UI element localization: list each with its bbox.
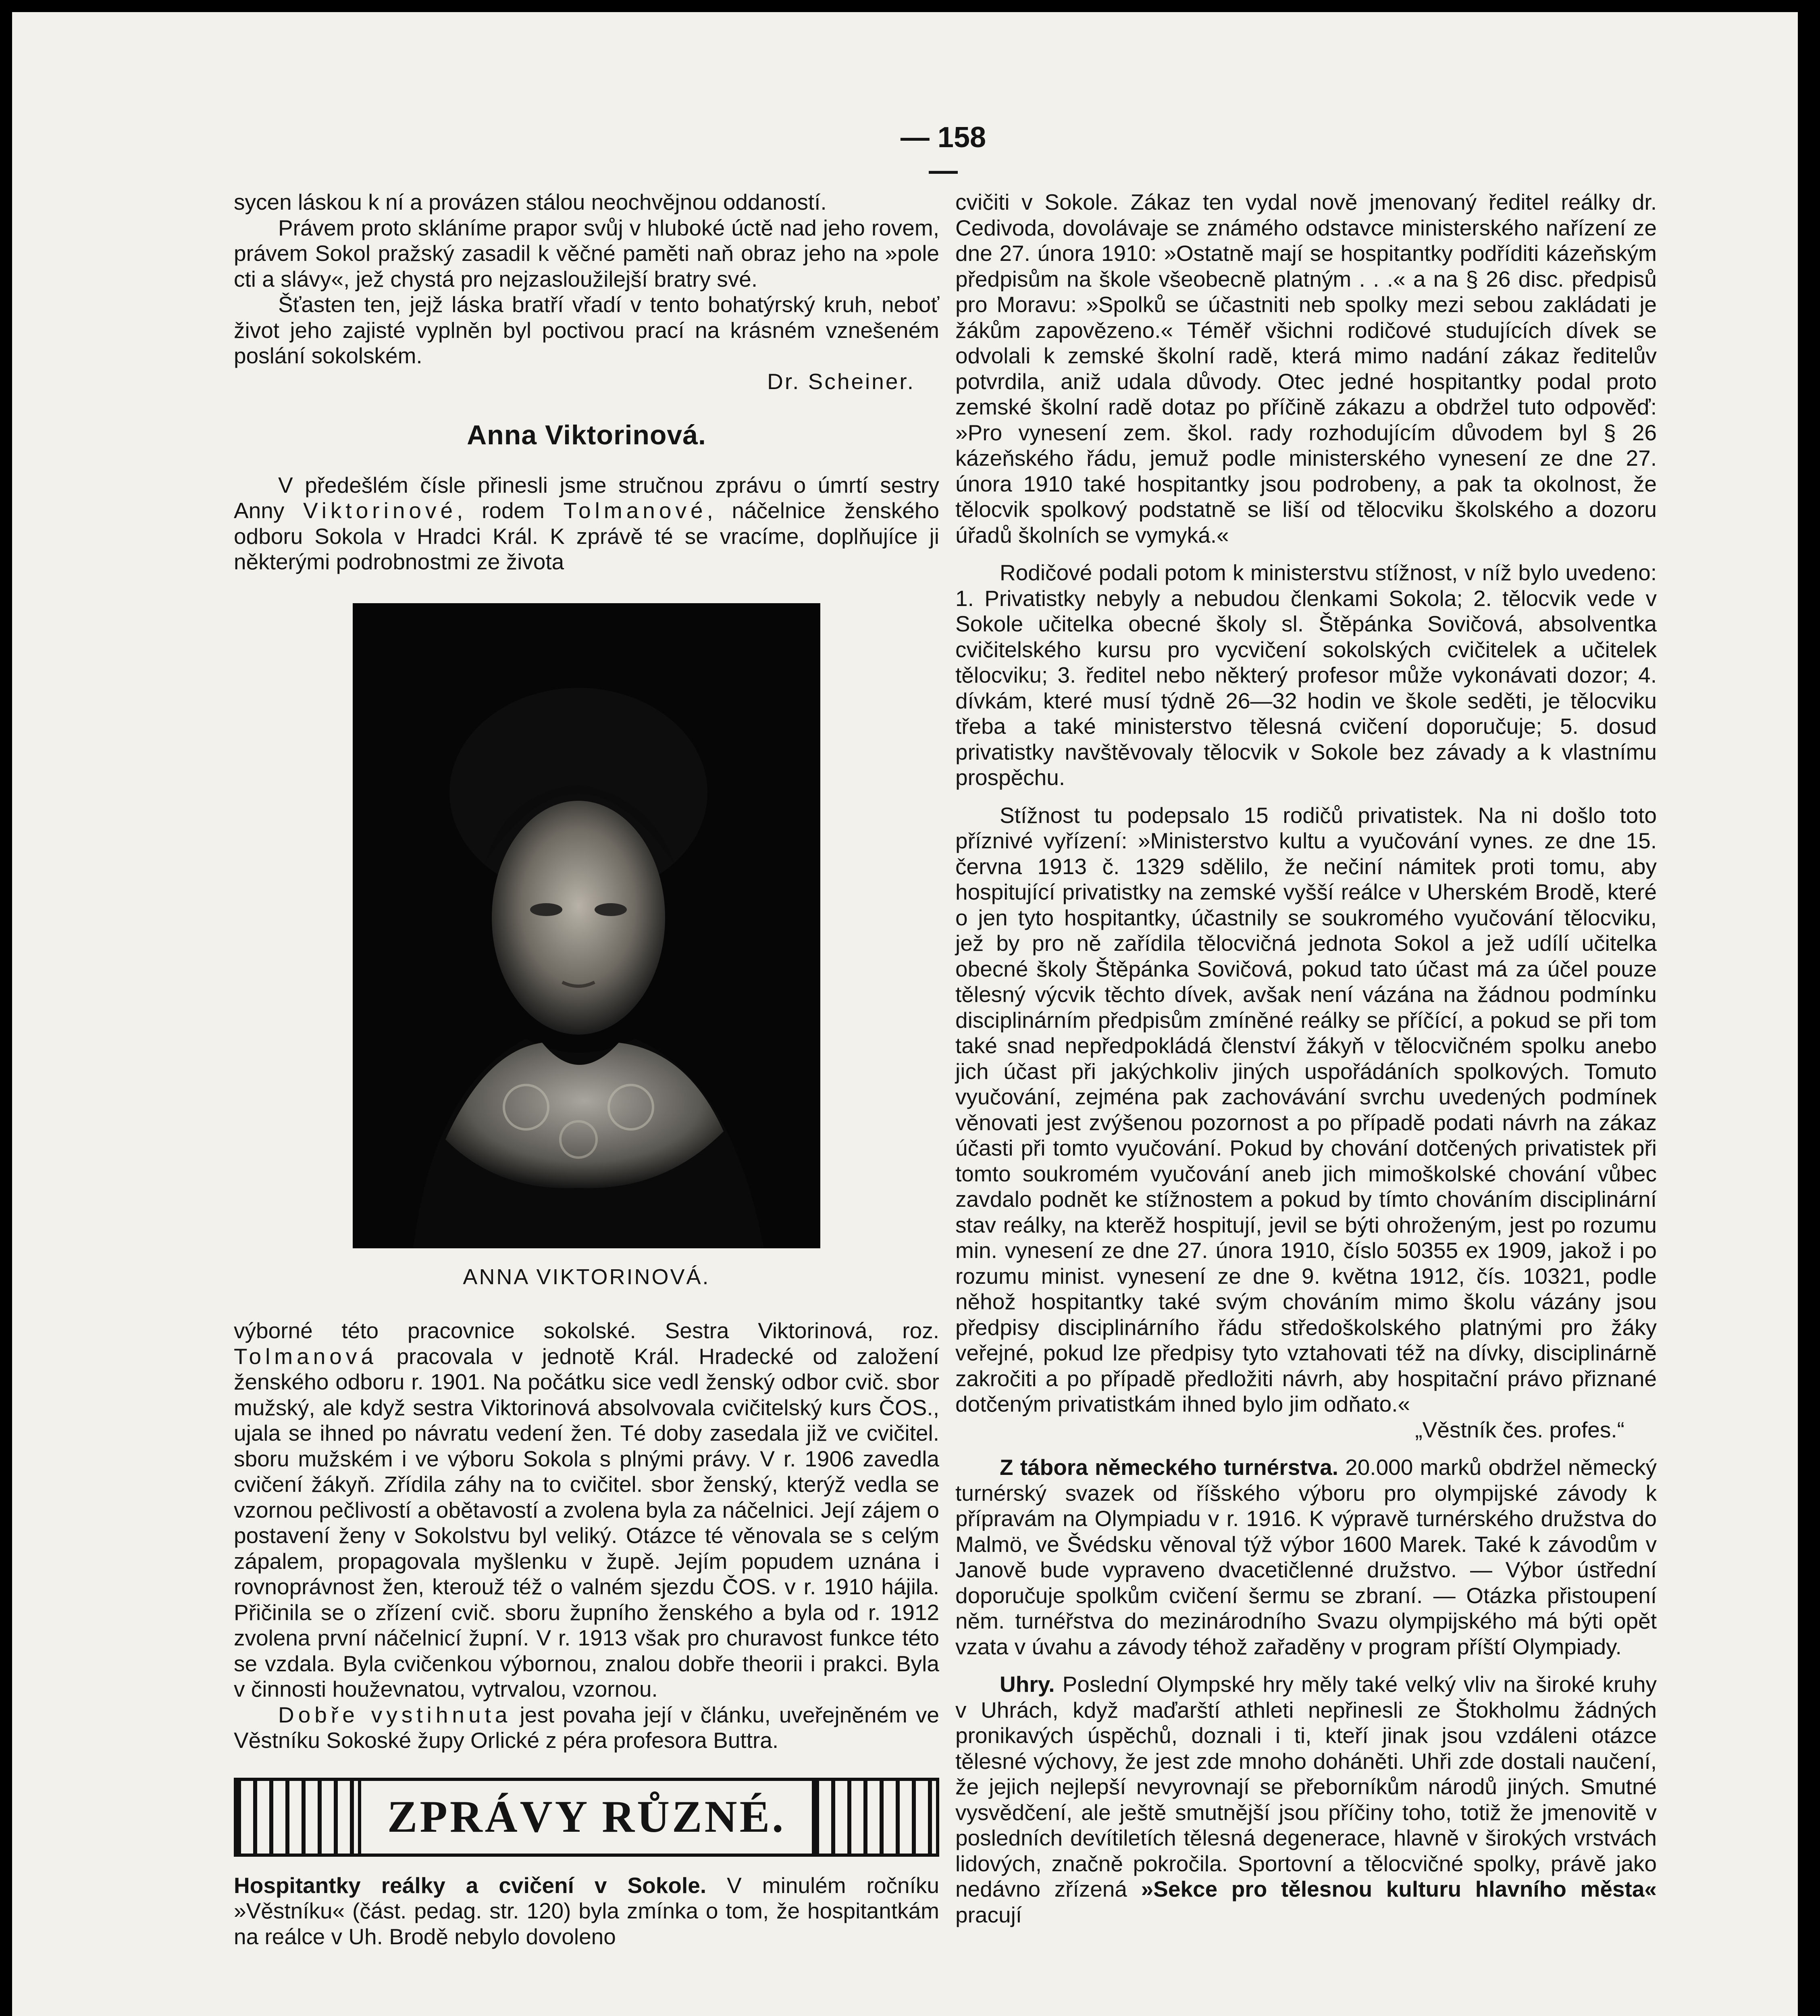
- news-heading: Uhry.: [1000, 1672, 1055, 1697]
- portrait-illustration: [353, 603, 820, 1248]
- news-heading: Z tábora německého turnérstva.: [1000, 1455, 1338, 1480]
- name-tolmanova: Tolmanové: [563, 498, 707, 523]
- banner-ornament-left: [237, 1781, 361, 1854]
- news-uhry: Uhry. Poslední Olympské hry měly také velký vliv na široké kruhy v Uhrách, když maďarští athleti nepřinesli ze Štokholmu žádných pronikavých úspěchů, doznali i ti, kteří jinak jsou vzdáleni otázce tělesné výchovy, že jest zde mnoho doháněti. Uhři zde dostali naučení, že jejich nejlepší nevyrovnají se přeborníkům národů jiných. Smutné vysvědčení, ale ještě smutnější jsou příčiny toho, totiž že jmenovitě v posledních devítiletích tělesná degenerace, hlavně v širokých vrstvách lidových, značně pokročila. Sportovní a tělocvičné spolky, právě jako nedávno zřízená »Sekce pro tělesnou kulturu hlavního města« pracují: [955, 1672, 1657, 1927]
- obituary-paragraph-1: V předešlém čísle přinesli jsme stručnou zprávu o úmrtí sestry Anny Viktorinové, rodem Tolmanové, náčelnice ženského odboru Sokola v Hradci Král. K zprávě té se vracíme, doplňujíce ji některými podrobnostmi ze života: [234, 472, 939, 574]
- intro-paragraph-2: Právem proto skláníme prapor svůj v hluboké úctě nad jeho rovem, právem Sokol pražský zasadil k věčné paměti naň obraz jeho na »pole cti a slávy«, jež chystá pro nejzasloužilejší bratry své.: [234, 215, 939, 292]
- page-sheet: [12, 12, 1798, 2016]
- right-paragraph-3: Stížnost tu podepsalo 15 rodičů privatistek. Na ni došlo toto příznivé vyřízení: »Ministerstvo kultu a vyučování vynes. ze dne 15. června 1913 č. 1329 sdělilo, že nečiní námitek proti tomu, aby hospitující privatistky na zemské vyšší reálce v Uherském Brodě, které o jen tyto hospitantky, účastnily se soukromého vyučování tělocviku, jež by pro ně zařídila tělocvičná jednota Sokol a jež udílí učitelka obecné školy Štěpánka Sovičová, pokud tato účast má za účel pouze tělesný výcvik těchto dívek, avšak není vázána na žádnou podmínku disciplinárním předpisům zmíněné reálky se příčící, a pokud se při tom také snad nepředpokládá členství žákyň v tělocvičném spolku anebo jich účast při jakýchkoliv jiných uspořádáních spolkových. Tomuto vyučování, zejména pak zachovávání svrchu uvedených podmínek věnovati jest zvýšenou pozornost a po případě podati návrh na zákaz účasti při tomto vyučování. Pokud by chování dotčených privatistek při tomto soukromém vyučování aneb jich mimoškolské chování vůbec zavdalo podnět ke stížnostem a pokud by tímto chováním disciplinární stav reálky, na kterěž hospitují, jevil se býti ohroženým, jest po rozumu min. vynesení ze dne 27. února 1910, číslo 50355 ex 1909, jakož i po rozumu minist. vynesení ze dne 9. května 1912, čís. 10321, podle něhož hospitantky také svým chováním mimo školu vázány jsou předpisy disciplinárního řádu středoškolského platnými pro žáky veřejné, pokud lze předpisy tyto vztahovati též na dívky, disciplinárně zakročiti a po případě předložiti návrh, aby hospitační právo přiznané dotčeným privatistkám ihned bylo jim odňato.«: [955, 802, 1657, 1416]
- right-paragraph-2: Rodičové podali potom k ministerstvu stížnost, v níž bylo uvedeno: 1. Privatistky nebyly a nebudou členkami Sokola; 2. tělocvik vede v Sokole učitelka obecné školy sl. Štěpánka Sovičová, absolventka cvičitelského kursu pro vycvičení sokolských cvičitelek a učitelek tělocviku; 3. ředitel nebo některý profesor může vykonávati dozor; 4. dívkám, které musí týdně 26—32 hodin ve škole seděti, je tělocviku třeba a také ministerstvo tělesná cvičení doporučuje; 5. dosud privatistky navštěvovaly tělocvik v Sokole bez závady a k vlastnímu prospěchu.: [955, 560, 1657, 790]
- source-citation: „Věstník čes. profes.“: [1415, 1417, 1624, 1442]
- page-number: — 158 —: [900, 121, 986, 187]
- banner-ornament-right: [812, 1781, 936, 1854]
- left-column: [234, 190, 939, 1949]
- right-column: [955, 190, 1657, 1928]
- right-paragraph-1: cvičiti v Sokole. Zákaz ten vydal nově jmenovaný ředitel reálky dr. Cedivoda, dovolávaje se známého odstavce ministerského nařízení ze dne 27. února 1910: »Ostatně mají se hospitantky podříditi kázeňským předpisům na škole všeobecně platným . . .« a na § 26 disc. předpisů pro Moravu: »Spolků se účastniti neb spolky mezi sebou zakládati je žákům zapovězeno.« Téměř všichni rodičové studujících dívek se odvolali k zemské školní radě, která mimo nadání zákaz ředitelův potvrdila, aniž udala důvody. Otec jedné hospitantky podal proto zemské školní radě dotaz po příčině zákazu a obdržel tuto odpověď: »Pro vynesení zem. škol. rady rozhodujícím důvodem byl § 26 kázeňského řádu, jemuž podle ministerského vynesení ze dne 27. února 1910 také hospitantky jsou podrobeny, a pak ta okolnost, že tělocvik spolkový podstatně se liší od tělocviku školského a dozoru úřadů školních se vymyká.«: [955, 190, 1657, 548]
- obituary-paragraph-3: Dobře vystihnuta jest povaha její v článku, uveřejněném ve Věstníku Sokoské župy Orlické z péra profesora Buttra.: [234, 1702, 939, 1753]
- intro-paragraph-3: Šťasten ten, jejž láska bratří vřadí v tento bohatýrský kruh, neboť život jeho zajisté vyplněn byl poctivou prací na krásném vznešeném poslání sokolském.: [234, 292, 939, 368]
- news-heading: Hospitantky reálky a cvičení v Sokole.: [234, 1872, 707, 1898]
- section-banner-title: ZPRÁVY RŮZNÉ.: [387, 1791, 786, 1842]
- section-banner: [234, 1778, 939, 1857]
- name-viktorinova: Viktorinové: [303, 498, 457, 523]
- obituary-paragraph-2: výborné této pracovnice sokolské. Sestra Viktorinová, roz. Tolmanová pracovala v jednotě Král. Hradecké od založení ženského odboru r. 1901. Na počátku sice vedl ženský odbor cvič. sbor mužský, ale když sestra Viktorinová absolvovala cvičitelský kurs ČOS., ujala se ihned po návratu vedení žen. Té doby zasedala již ve cvičitel. sboru mužském i ve výboru Sokola s plnými právy. V r. 1906 zavedla cvičení žákyň. Zřídila záhy na to cvičitel. sbor ženský, kterýž vedla se vzornou pečlivostí a obětavostí a zvolena byla za náčelnici. Její zájem o postavení ženy v Sokolstvu byl veliký. Otázce té věnovala se s celým zápalem, propagovala myšlenku v župě. Jejím popudem uznána i rovnoprávnost žen, kterouž též o valném sjezdu ČOS. v r. 1910 hájila. Přičinila se o zřízení cvič. sboru župního ženského a byla od r. 1912 zvolena první náčelnicí župní. V r. 1913 však pro churavost funkce této se vzdala. Byla cvičenkou výbornou, znalou dobře theorii i prakci. Byla v činnosti houževnatou, vytrvalou, vzornou.: [234, 1318, 939, 1702]
- author-signature: Dr. Scheiner.: [767, 369, 915, 394]
- news-hospitantky: Hospitantky reálky a cvičení v Sokole. V minulém ročníku »Věstníku« (část. pedag. str. 120) byla zmínka o tom, že hospitantkám na reálce v Uh. Brodě nebylo dovoleno: [234, 1872, 939, 1949]
- portrait-photo: [353, 603, 820, 1248]
- name-tolmanova-2: Tolmanová: [234, 1343, 377, 1369]
- intro-paragraph-1: sycen láskou k ní a provázen stálou neochvějnou oddaností.: [234, 190, 827, 215]
- news-turnerstvo: Z tábora německého turnérstva. 20.000 marků obdržel německý turnérský svazek od říšského výboru pro olympijské závody k přípravám na Olympiadu v r. 1916. K výpravě turnérského družstva do Malmö, ve Švédsku věnoval týž výbor 1600 Marek. Také k závodům v Janově bude vypraveno dvacetičlenné družstvo. — Výbor ústřední doporučuje spolkům cvičení šermu se zbraní. — Otázka přistoupení něm. turnéřstva do mezinárodního Svazu olympijského má býti opět vzata v úvahu a závody téhož zařaděny v program příští Olympiady.: [955, 1455, 1657, 1659]
- obituary-title: Anna Viktorinová.: [467, 420, 706, 450]
- portrait-caption: ANNA VIKTORINOVÁ.: [463, 1264, 710, 1289]
